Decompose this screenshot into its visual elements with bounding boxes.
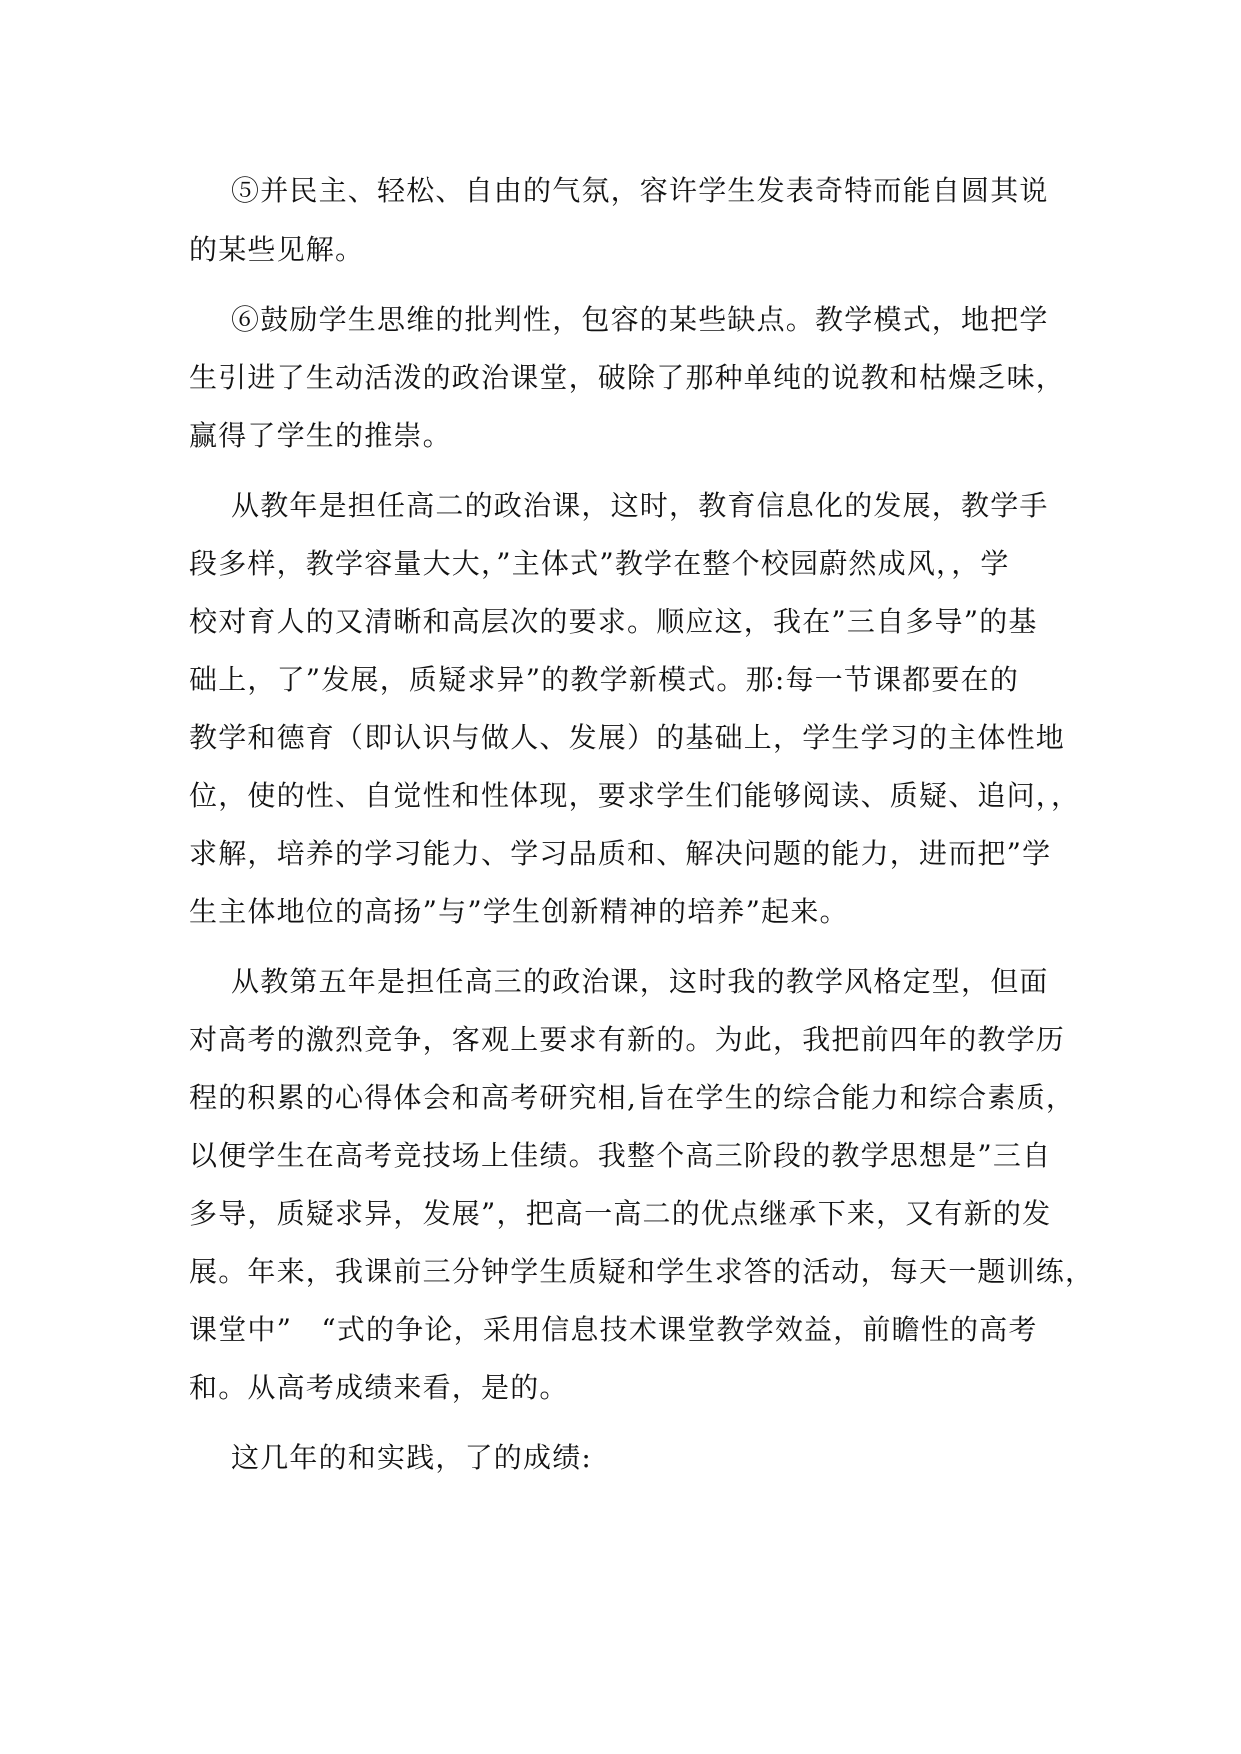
paragraph-fifth-year-line-3: 程的积累的心得体会和高考研究相,旨在学生的综合能力和综合素质，: [189, 1081, 1076, 1114]
paragraph-fifth-year-line-1: 从教第五年是担任高三的政治课，这时我的教学风格定型，但面: [231, 965, 1049, 998]
paragraph-6-line-1: ⑥鼓励学生思维的批判性，包容的某些缺点。教学模式，地把学: [231, 303, 1049, 336]
paragraph-third-year-line-6: 位，使的性、自觉性和性体现，要求学生们能够阅读、质疑、追问，，: [189, 779, 1081, 812]
paragraph-fifth-year-line-4: 以便学生在高考竞技场上佳绩。我整个高三阶段的教学思想是”三自: [189, 1139, 1052, 1172]
paragraph-third-year-line-5: 教学和德育（即认识与做人、发展）的基础上，学生学习的主体性地: [189, 721, 1066, 754]
paragraph-third-year-line-4: 础上，了”发展，质疑求异”的教学新模式。那:每一节课都要在的: [189, 663, 1020, 696]
paragraph-5-line-2: 的某些见解。: [189, 233, 365, 266]
paragraph-third-year-line-8: 生主体地位的高扬”与”学生创新精神的培养”起来。: [189, 895, 849, 928]
paragraph-third-year-line-3: 校对育人的又清晰和高层次的要求。顺应这，我在”三自多导”的基: [189, 605, 1038, 638]
paragraph-third-year-line-7: 求解，培养的学习能力、学习品质和、解决问题的能力，进而把”学: [189, 837, 1052, 870]
paragraph-6-line-2: 生引进了生动活泼的政治课堂，破除了那种单纯的说教和枯燥乏味，: [189, 361, 1066, 394]
paragraph-fifth-year-line-2: 对高考的激烈竞争，客观上要求有新的。为此，我把前四年的教学历: [189, 1023, 1066, 1056]
paragraph-6-line-3: 赢得了学生的推崇。: [189, 419, 452, 452]
paragraph-third-year-line-2: 段多样，教学容量大大，”主体式”教学在整个校园蔚然成风，，学: [189, 547, 1010, 580]
paragraph-5-line-1: ⑤并民主、轻松、自由的气氛，容许学生发表奇特而能自圆其说: [231, 174, 1049, 207]
paragraph-third-year-line-1: 从教年是担任高二的政治课，这时，教育信息化的发展，教学手: [231, 489, 1049, 522]
paragraph-achievements-line-1: 这几年的和实践，了的成绩:: [231, 1441, 593, 1474]
paragraph-fifth-year-line-6: 展。年来，我课前三分钟学生质疑和学生求答的活动，每天一题训练，: [189, 1255, 1095, 1288]
paragraph-fifth-year-line-5: 多导，质疑求异，发展”，把高一高二的优点继承下来，又有新的发: [189, 1197, 1052, 1230]
paragraph-fifth-year-line-7: 课堂中” “式的争论，采用信息技术课堂教学效益，前瞻性的高考: [189, 1313, 1038, 1346]
paragraph-fifth-year-line-8: 和。从高考成绩来看，是的。: [189, 1371, 569, 1404]
